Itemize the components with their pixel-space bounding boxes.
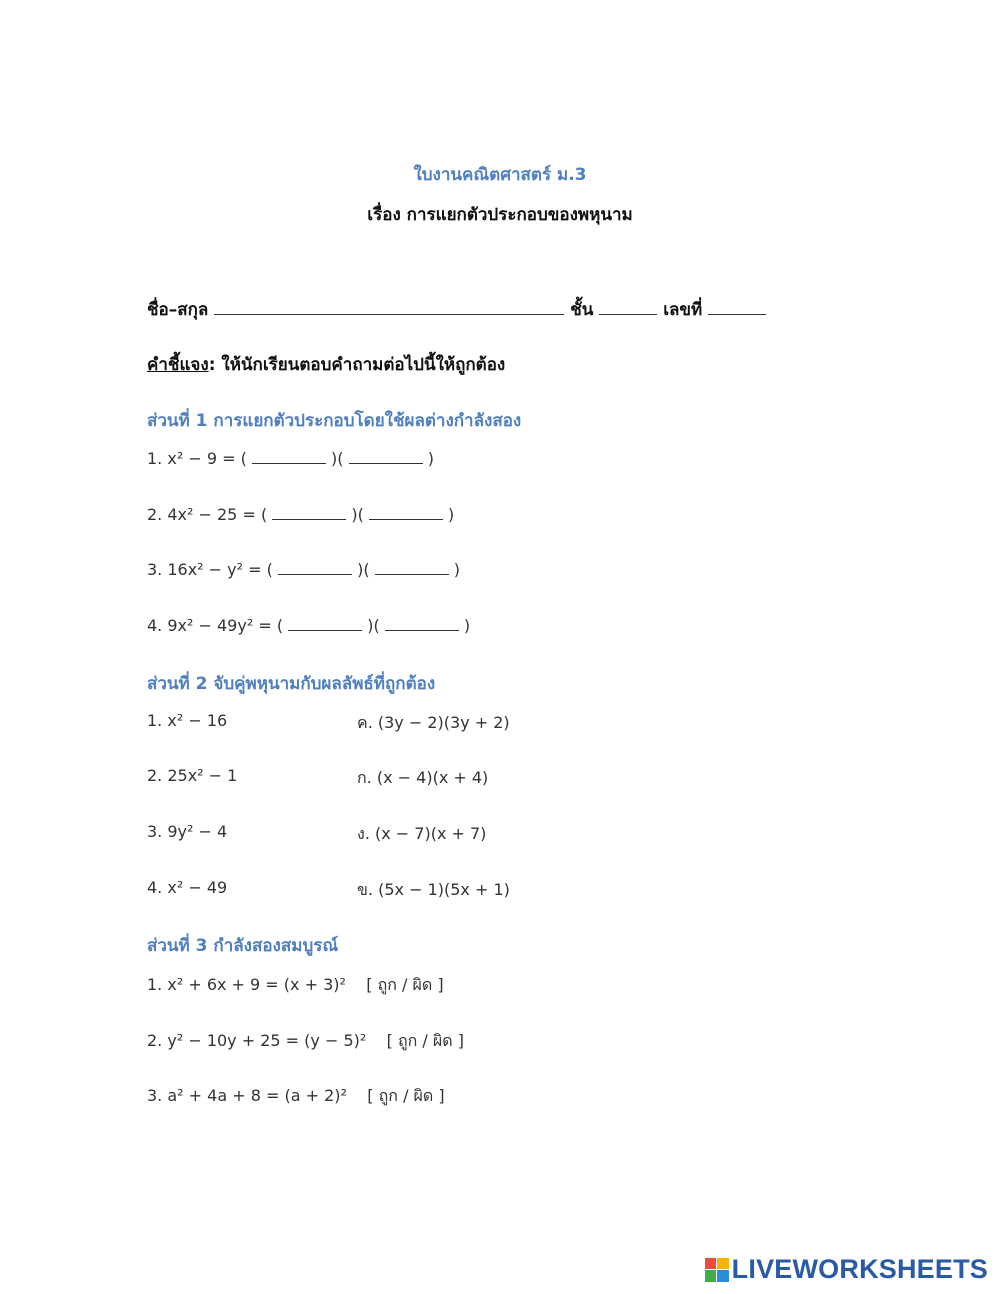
part1-item — [147, 505, 454, 524]
close-paren: ) — [453, 560, 460, 579]
answer-blank[interactable] — [375, 560, 449, 575]
true-false-choice[interactable]: [ ถูก / ผิด ] — [366, 975, 444, 994]
match-right-item[interactable]: ก. (x − 4)(x + 4) — [357, 768, 489, 787]
number-label: เลขที่ — [663, 300, 703, 320]
part1-item-expr: 2. 4x² − 25 = — [147, 505, 261, 524]
middle-paren: )( — [357, 560, 370, 579]
student-info-row — [147, 296, 766, 323]
class-label: ชั้น — [570, 300, 594, 320]
liveworksheets-mark-icon — [705, 1258, 729, 1282]
open-paren: ( — [260, 505, 268, 524]
worksheet-title: ใบงานคณิตศาสตร์ ม.3 — [413, 165, 587, 185]
match-right-item[interactable]: ข. (5x − 1)(5x + 1) — [357, 880, 510, 899]
match-left-item[interactable]: 4. x² − 49 — [147, 878, 228, 897]
part1-item — [147, 616, 470, 635]
match-left-item[interactable]: 2. 25x² − 1 — [147, 766, 238, 785]
match-left-item[interactable]: 3. 9y² − 4 — [147, 822, 228, 841]
close-paren: ) — [448, 505, 455, 524]
part3-heading: ส่วนที่ 3 กำลังสองสมบูรณ์ — [147, 936, 339, 956]
part3-item — [147, 1084, 445, 1109]
answer-blank[interactable] — [278, 560, 352, 575]
mark-tile — [717, 1270, 729, 1282]
answer-blank[interactable] — [252, 449, 326, 464]
liveworksheets-logo — [705, 1254, 988, 1285]
open-paren: ( — [240, 449, 247, 468]
part3-item-expr: 2. y² − 10y + 25 = (y − 5)² — [147, 1031, 367, 1050]
part1-item — [147, 560, 460, 579]
middle-paren: )( — [367, 616, 380, 635]
match-right-item[interactable]: ง. (x − 7)(x + 7) — [357, 824, 487, 843]
part1-heading: ส่วนที่ 1 การแยกตัวประกอบโดยใช้ผลต่างกำลังสอง — [147, 411, 522, 431]
middle-paren: )( — [331, 449, 344, 468]
mark-tile — [717, 1258, 729, 1270]
worksheet-subtitle: เรื่อง การแยกตัวประกอบของพหุนาม — [367, 205, 633, 225]
match-left-item[interactable]: 1. x² − 16 — [147, 711, 228, 730]
part2-heading: ส่วนที่ 2 จับคู่พหุนามกับผลลัพธ์ที่ถูกต้อง — [147, 674, 436, 694]
instructions-text: ให้นักเรียนตอบคำถามต่อไปนี้ให้ถูกต้อง — [215, 355, 506, 375]
instructions-colon: : — [208, 355, 216, 375]
answer-blank[interactable] — [272, 505, 346, 520]
middle-paren: )( — [351, 505, 364, 524]
open-paren: ( — [266, 560, 273, 579]
answer-blank[interactable] — [385, 616, 459, 631]
answer-blank[interactable] — [288, 616, 362, 631]
true-false-choice[interactable]: [ ถูก / ผิด ] — [386, 1031, 464, 1050]
instructions-label: คำชี้แจง — [147, 355, 209, 375]
answer-blank[interactable] — [369, 505, 443, 520]
close-paren: ) — [427, 449, 434, 468]
part3-item — [147, 1029, 464, 1054]
logo-text: LIVEWORKSHEETS — [731, 1254, 988, 1284]
part1-item — [147, 449, 434, 468]
mark-tile — [705, 1258, 717, 1270]
class-field[interactable] — [599, 300, 657, 315]
mark-tile — [705, 1270, 717, 1282]
true-false-choice[interactable]: [ ถูก / ผิด ] — [367, 1086, 445, 1105]
close-paren: ) — [463, 616, 471, 635]
part3-item-expr: 1. x² + 6x + 9 = (x + 3)² — [147, 975, 346, 994]
instructions — [147, 351, 505, 378]
match-right-item[interactable]: ค. (3y − 2)(3y + 2) — [357, 713, 510, 732]
part1-item-expr: 3. 16x² − y² = — [147, 560, 267, 579]
name-label: ชื่อ–สกุล — [147, 300, 209, 320]
name-field[interactable] — [214, 300, 564, 315]
part1-item-expr: 4. 9x² − 49y² = — [147, 616, 277, 635]
part3-item-expr: 3. a² + 4a + 8 = (a + 2)² — [147, 1086, 347, 1105]
open-paren: ( — [276, 616, 284, 635]
number-field[interactable] — [708, 300, 766, 315]
part3-item — [147, 973, 444, 998]
part1-item-expr: 1. x² − 9 = — [147, 449, 241, 468]
answer-blank[interactable] — [349, 449, 423, 464]
